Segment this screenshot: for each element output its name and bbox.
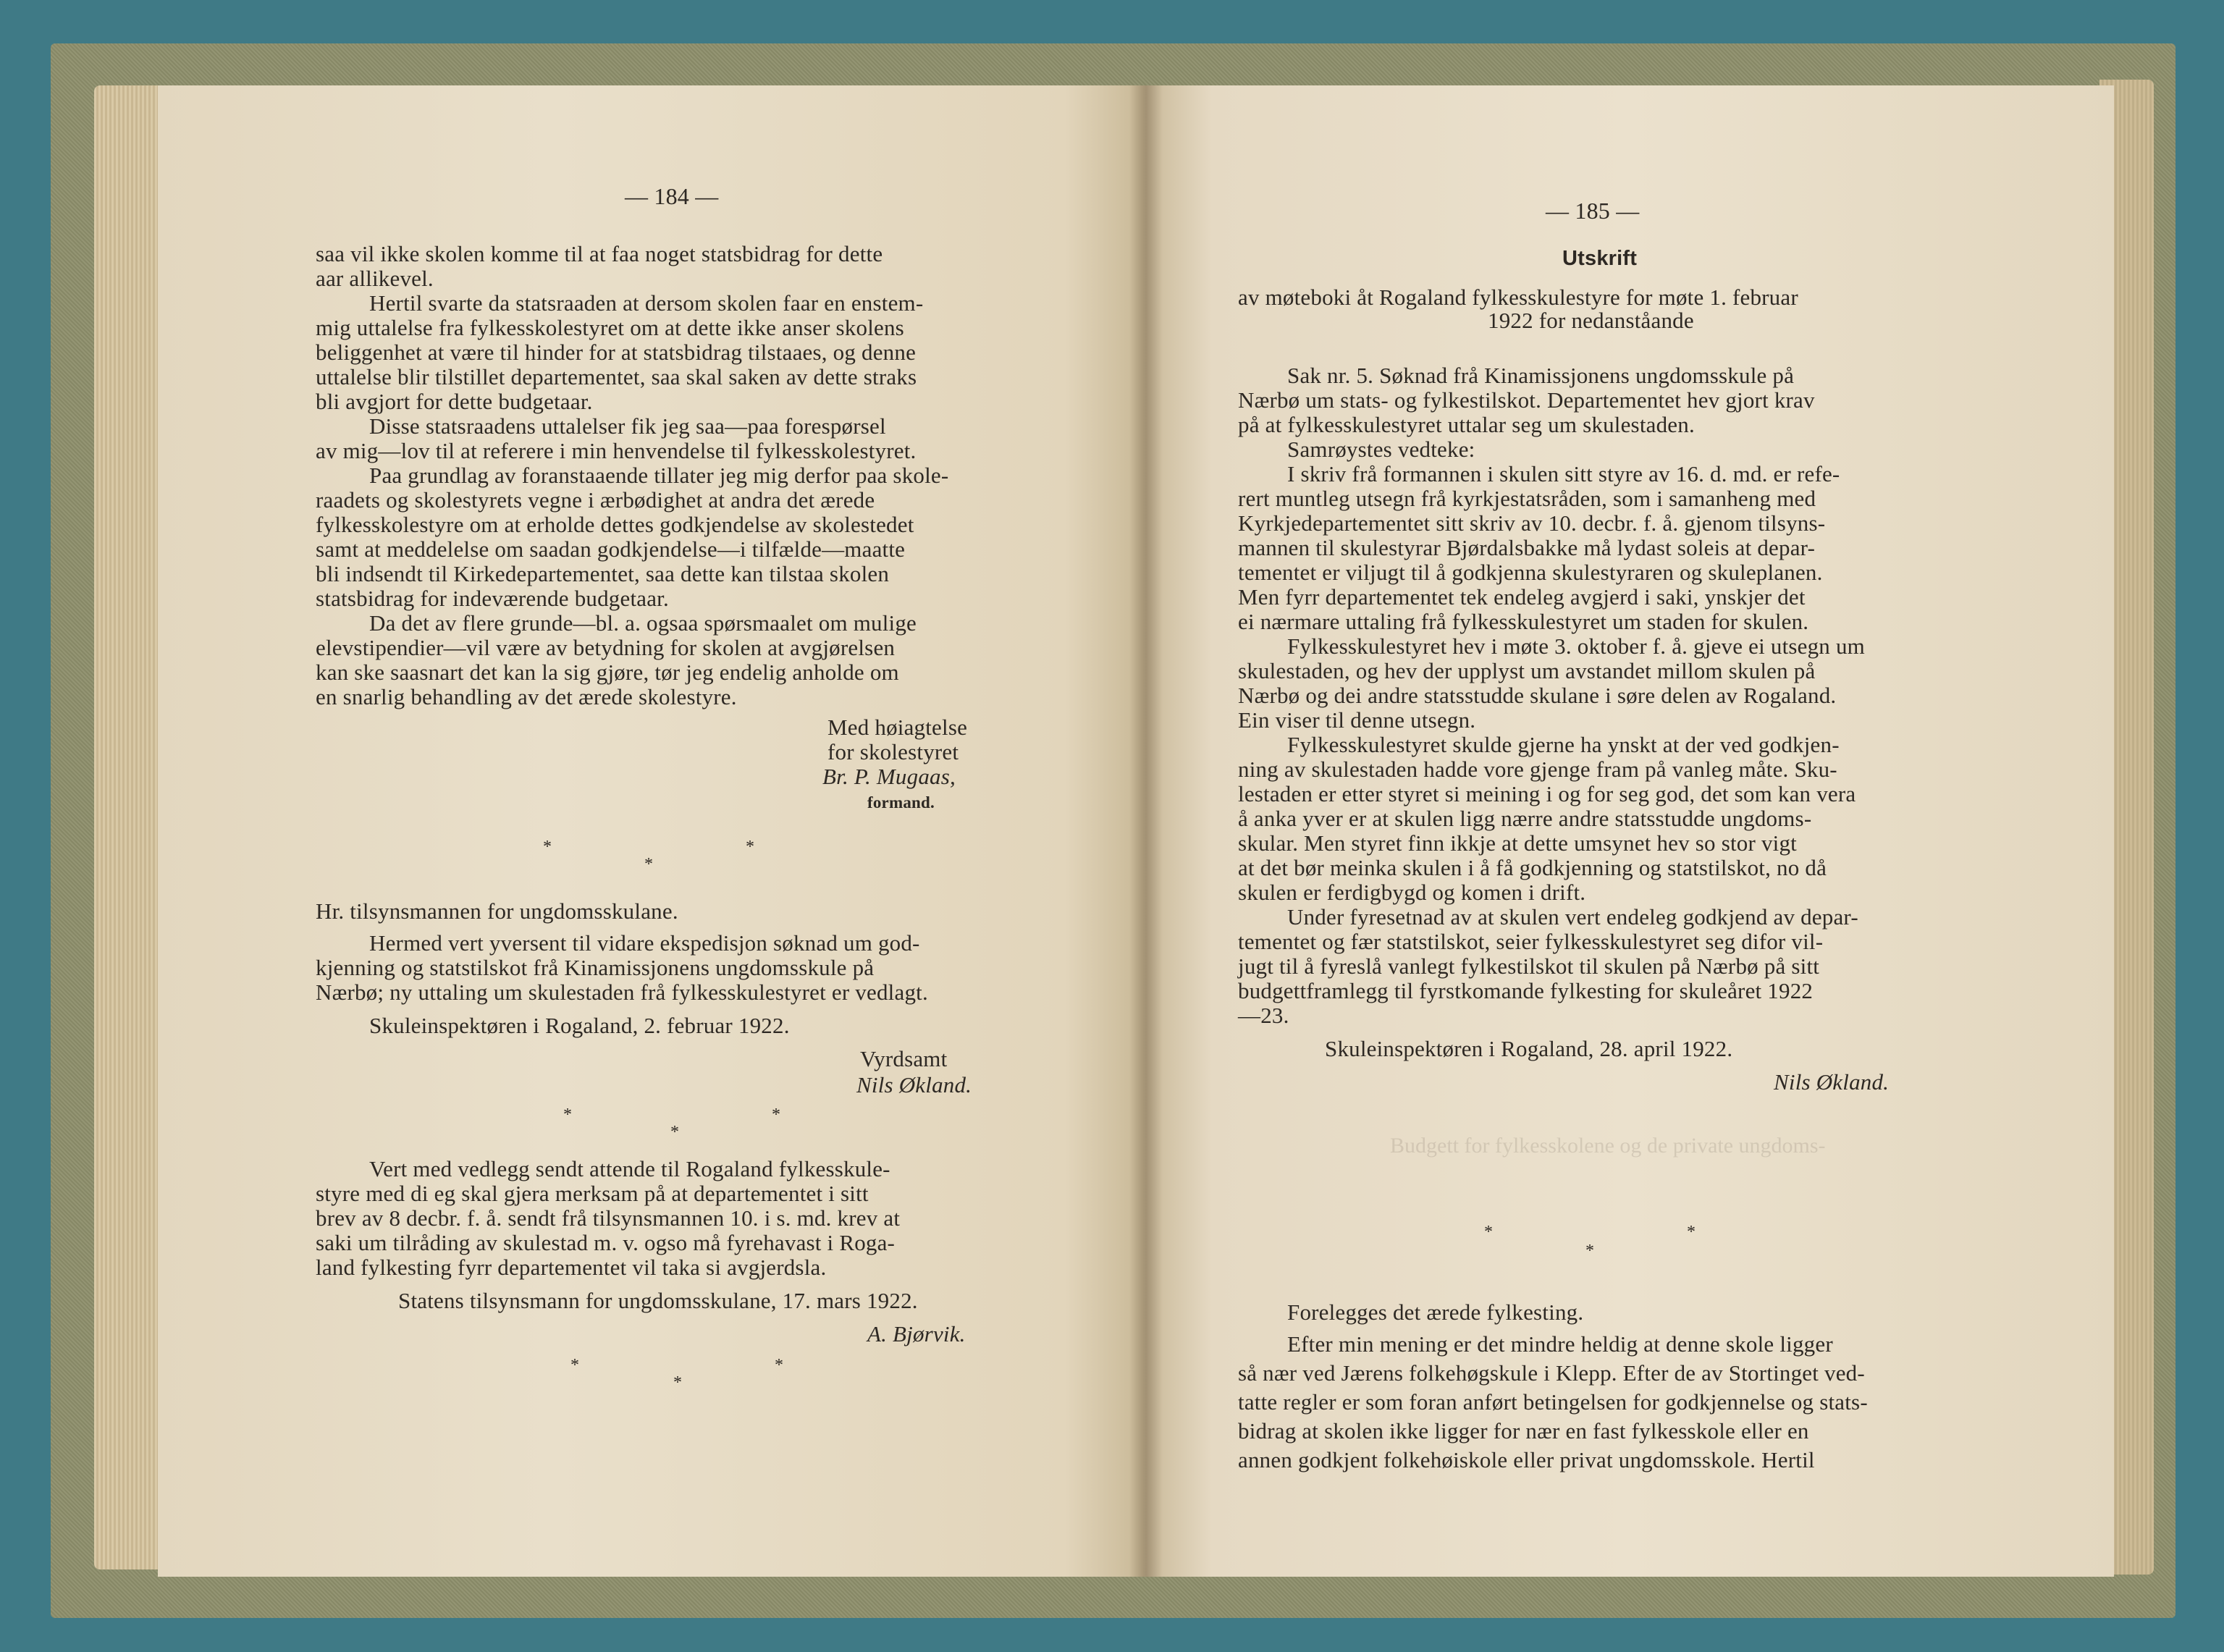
- signature: A. Bjørvik.: [867, 1321, 966, 1347]
- text-line: land fylkesting fyrr departementet vil taka si avgjerdsla.: [316, 1255, 827, 1280]
- text-line: lestaden er etter styret si meining i og for seg god, det som kan vera: [1238, 781, 1856, 806]
- text-line: Vert med vedlegg sendt attende til Rogaland fylkesskule-: [369, 1156, 890, 1181]
- signatory-title: formand.: [867, 793, 935, 812]
- text-line: Samrøystes vedteke:: [1287, 437, 1475, 462]
- text-line: Da det av flere grunde—bl. a. ogsaa spørsmaalet om mulige: [369, 610, 917, 636]
- text-line: Disse statsraadens uttalelser fik jeg saa—paa forespørsel: [369, 413, 886, 439]
- asterisk-divider: *: [670, 1123, 679, 1142]
- text-line: at det bør meinka skulen i å få godkjenning og statstilskot, no då: [1238, 855, 1827, 880]
- text-line: mig uttalelse fra fylkesskolestyret om at dette ikke anser skolens: [316, 315, 904, 340]
- text-line: så nær ved Jærens folkehøgskule i Klepp. Efter de av Stortinget ved-: [1238, 1360, 1865, 1386]
- text-line: tementet er viljugt til å godkjenna skulestyraren og skuleplanen.: [1238, 560, 1823, 585]
- text-line: —23.: [1238, 1003, 1289, 1028]
- text-line: ei nærmare uttaling frå fylkesskulestyret um staden for skulen.: [1238, 609, 1809, 634]
- text-line: Fylkesskulestyret skulde gjerne ha ynskt at der ved godkjen-: [1287, 732, 1840, 757]
- text-line: raadets og skolestyrets vegne i ærbødighet at andra det ærede: [316, 487, 875, 513]
- text-line: Fylkesskulestyret hev i møte 3. oktober f. å. gjeve ei utsegn um: [1287, 633, 1865, 659]
- text-line: å anka yver er at skulen ligg nærre andre statsstudde ungdoms-: [1238, 806, 1812, 831]
- place-date: Skuleinspektøren i Rogaland, 2. februar 1922.: [369, 1013, 790, 1038]
- text-line: samt at meddelelse om saadan godkjendelse—i tilfælde—maatte: [316, 536, 906, 562]
- page-number-184: — 184 —: [625, 183, 719, 209]
- signature: Nils Økland.: [856, 1072, 972, 1097]
- heading: Utskrift: [1562, 247, 1638, 270]
- text-line: kjenning og statstilskot frå Kinamissjonens ungdomsskule på: [316, 955, 875, 980]
- text-line: tementet og fær statstilskot, seier fylkesskulestyret seg difor vil-: [1238, 929, 1824, 954]
- text-line: styre med di eg skal gjera merksam på at departementet i sitt: [316, 1181, 869, 1206]
- subheading: 1922 for nedanståande: [1488, 308, 1694, 333]
- text-line: Sak nr. 5. Søknad frå Kinamissjonens ungdomsskule på: [1287, 363, 1795, 388]
- text-line: uttalelse blir tilstillet departementet, saa skal saken av dette straks: [316, 364, 917, 389]
- asterisk-divider: *: [563, 1105, 572, 1124]
- text-line: en snarlig behandling av det ærede skolestyre.: [316, 684, 737, 709]
- book-gutter: [1129, 85, 1163, 1577]
- signature: Nils Økland.: [1774, 1069, 1890, 1095]
- show-through-text: Budgett for fylkesskolene og de private ungdoms-: [1390, 1134, 1826, 1158]
- text-line: I skriv frå formannen i skulen sitt styre av 16. d. md. er refe-: [1287, 461, 1840, 486]
- text-line: annen godkjent folkehøiskole eller privat ungdomsskole. Hertil: [1238, 1447, 1815, 1472]
- place-date: Statens tilsynsmann for ungdomsskulane, 17. mars 1922.: [398, 1288, 918, 1313]
- asterisk-divider: *: [746, 838, 754, 856]
- text-line: Hermed vert yversent til vidare ekspedisjon søknad um god-: [369, 930, 920, 956]
- addressee: Hr. tilsynsmannen for ungdomsskulane.: [316, 898, 678, 924]
- text-line: Nærbø; ny uttaling um skulestaden frå fylkesskulestyret er vedlagt.: [316, 979, 928, 1005]
- text-line: fylkesskolestyre om at erholde dettes godkjendelse av skolestedet: [316, 512, 914, 537]
- asterisk-divider: *: [644, 855, 653, 874]
- text-line: Nærbø og dei andre statsstudde skulane i søre delen av Rogaland.: [1238, 683, 1837, 708]
- closing: Vyrdsamt: [860, 1046, 948, 1071]
- text-line: skulestaden, og hev der upplyst um avstandet millom skulen på: [1238, 658, 1816, 683]
- subheading: av møteboki åt Rogaland fylkesskulestyre for møte 1. februar: [1238, 285, 1798, 310]
- text-line: Nærbø um stats- og fylkestilskot. Departementet hev gjort krav: [1238, 387, 1815, 413]
- page-number-185: — 185 —: [1546, 198, 1640, 224]
- text-line: Hertil svarte da statsraaden at dersom skolen faar en enstem-: [369, 290, 924, 316]
- text-line: budgettframlegg til fyrstkomande fylkesting for skuleåret 1922: [1238, 978, 1814, 1003]
- text-line: skular. Men styret finn ikkje at dette umsynet hev so stor vigt: [1238, 830, 1797, 856]
- asterisk-divider: *: [775, 1356, 783, 1375]
- text-line: skulen er ferdigbygd og komen i drift.: [1238, 880, 1586, 905]
- text-line: bli avgjort for dette budgetaar.: [316, 389, 593, 414]
- text-line: Under fyresetnad av at skulen vert endeleg godkjend av depar-: [1287, 904, 1858, 930]
- text-line: Efter min mening er det mindre heldig at denne skole ligger: [1287, 1331, 1833, 1357]
- text-line: saa vil ikke skolen komme til at faa noget statsbidrag for dette: [316, 241, 883, 266]
- text-line: aar allikevel.: [316, 266, 434, 291]
- text-line: rert muntleg utsegn frå kyrkjestatsråden, som i samanheng med: [1238, 486, 1816, 511]
- asterisk-divider: *: [543, 838, 552, 856]
- text-line: saki um tilråding av skulestad m. v. ogso må fyrehavast i Roga-: [316, 1230, 896, 1255]
- place-date: Skuleinspektøren i Rogaland, 28. april 1922.: [1325, 1036, 1733, 1061]
- asterisk-divider: *: [1484, 1223, 1493, 1242]
- text-line: bidrag at skolen ikke ligger for nær en fast fylkesskole eller en: [1238, 1418, 1809, 1444]
- signature: Br. P. Mugaas,: [822, 764, 956, 789]
- closing: Med høiagtelse: [827, 715, 968, 740]
- text-line: bli indsendt til Kirkedepartementet, saa dette kan tilstaa skolen: [316, 561, 890, 586]
- text-line: Paa grundlag av foranstaaende tillater jeg mig derfor paa skole-: [369, 463, 949, 488]
- asterisk-divider: *: [1687, 1223, 1696, 1242]
- asterisk-divider: *: [673, 1373, 682, 1392]
- closing: for skolestyret: [827, 739, 959, 764]
- text-line: av mig—lov til at referere i min henvendelse til fylkesskolestyret.: [316, 438, 917, 463]
- text-line: tatte regler er som foran anført betingelsen for godkjennelse og stats-: [1238, 1389, 1868, 1415]
- text-line: Men fyrr departementet tek endeleg avgjerd i saki, ynskjer det: [1238, 584, 1806, 610]
- text-line: Kyrkjedepartementet sitt skriv av 10. decbr. f. å. gjenom tilsyns-: [1238, 510, 1826, 536]
- text-line: statsbidrag for indeværende budgetaar.: [316, 586, 669, 611]
- asterisk-divider: *: [570, 1356, 579, 1375]
- text-line: brev av 8 decbr. f. å. sendt frå tilsynsmannen 10. i s. md. krev at: [316, 1205, 901, 1231]
- text-line: ning av skulestaden hadde vore gjenge fram på vanleg måte. Sku-: [1238, 757, 1837, 782]
- left-page: [158, 85, 1144, 1577]
- asterisk-divider: *: [1585, 1242, 1594, 1260]
- text-line: kan ske saasnart det kan la sig gjøre, tør jeg endelig anholde om: [316, 659, 899, 685]
- text-line: på at fylkesskulestyret uttalar seg um skulestaden.: [1238, 412, 1695, 437]
- text-line: jugt til å fyreslå vanlegt fylkestilskot til skulen på Nærbø på sitt: [1238, 953, 1820, 979]
- text-line: elevstipendier—vil være av betydning for skolen at avgjørelsen: [316, 635, 896, 660]
- text-line: mannen til skulestyrar Bjørdalsbakke må lydast soleis at depar-: [1238, 535, 1816, 560]
- right-page: [1144, 85, 2114, 1577]
- text-line: beliggenhet at være til hinder for at statsbidrag tilstaaes, og denne: [316, 340, 917, 365]
- page-edges-left: [94, 85, 167, 1569]
- asterisk-divider: *: [772, 1105, 780, 1124]
- text-line: Forelegges det ærede fylkesting.: [1287, 1299, 1584, 1325]
- text-line: Ein viser til denne utsegn.: [1238, 707, 1476, 733]
